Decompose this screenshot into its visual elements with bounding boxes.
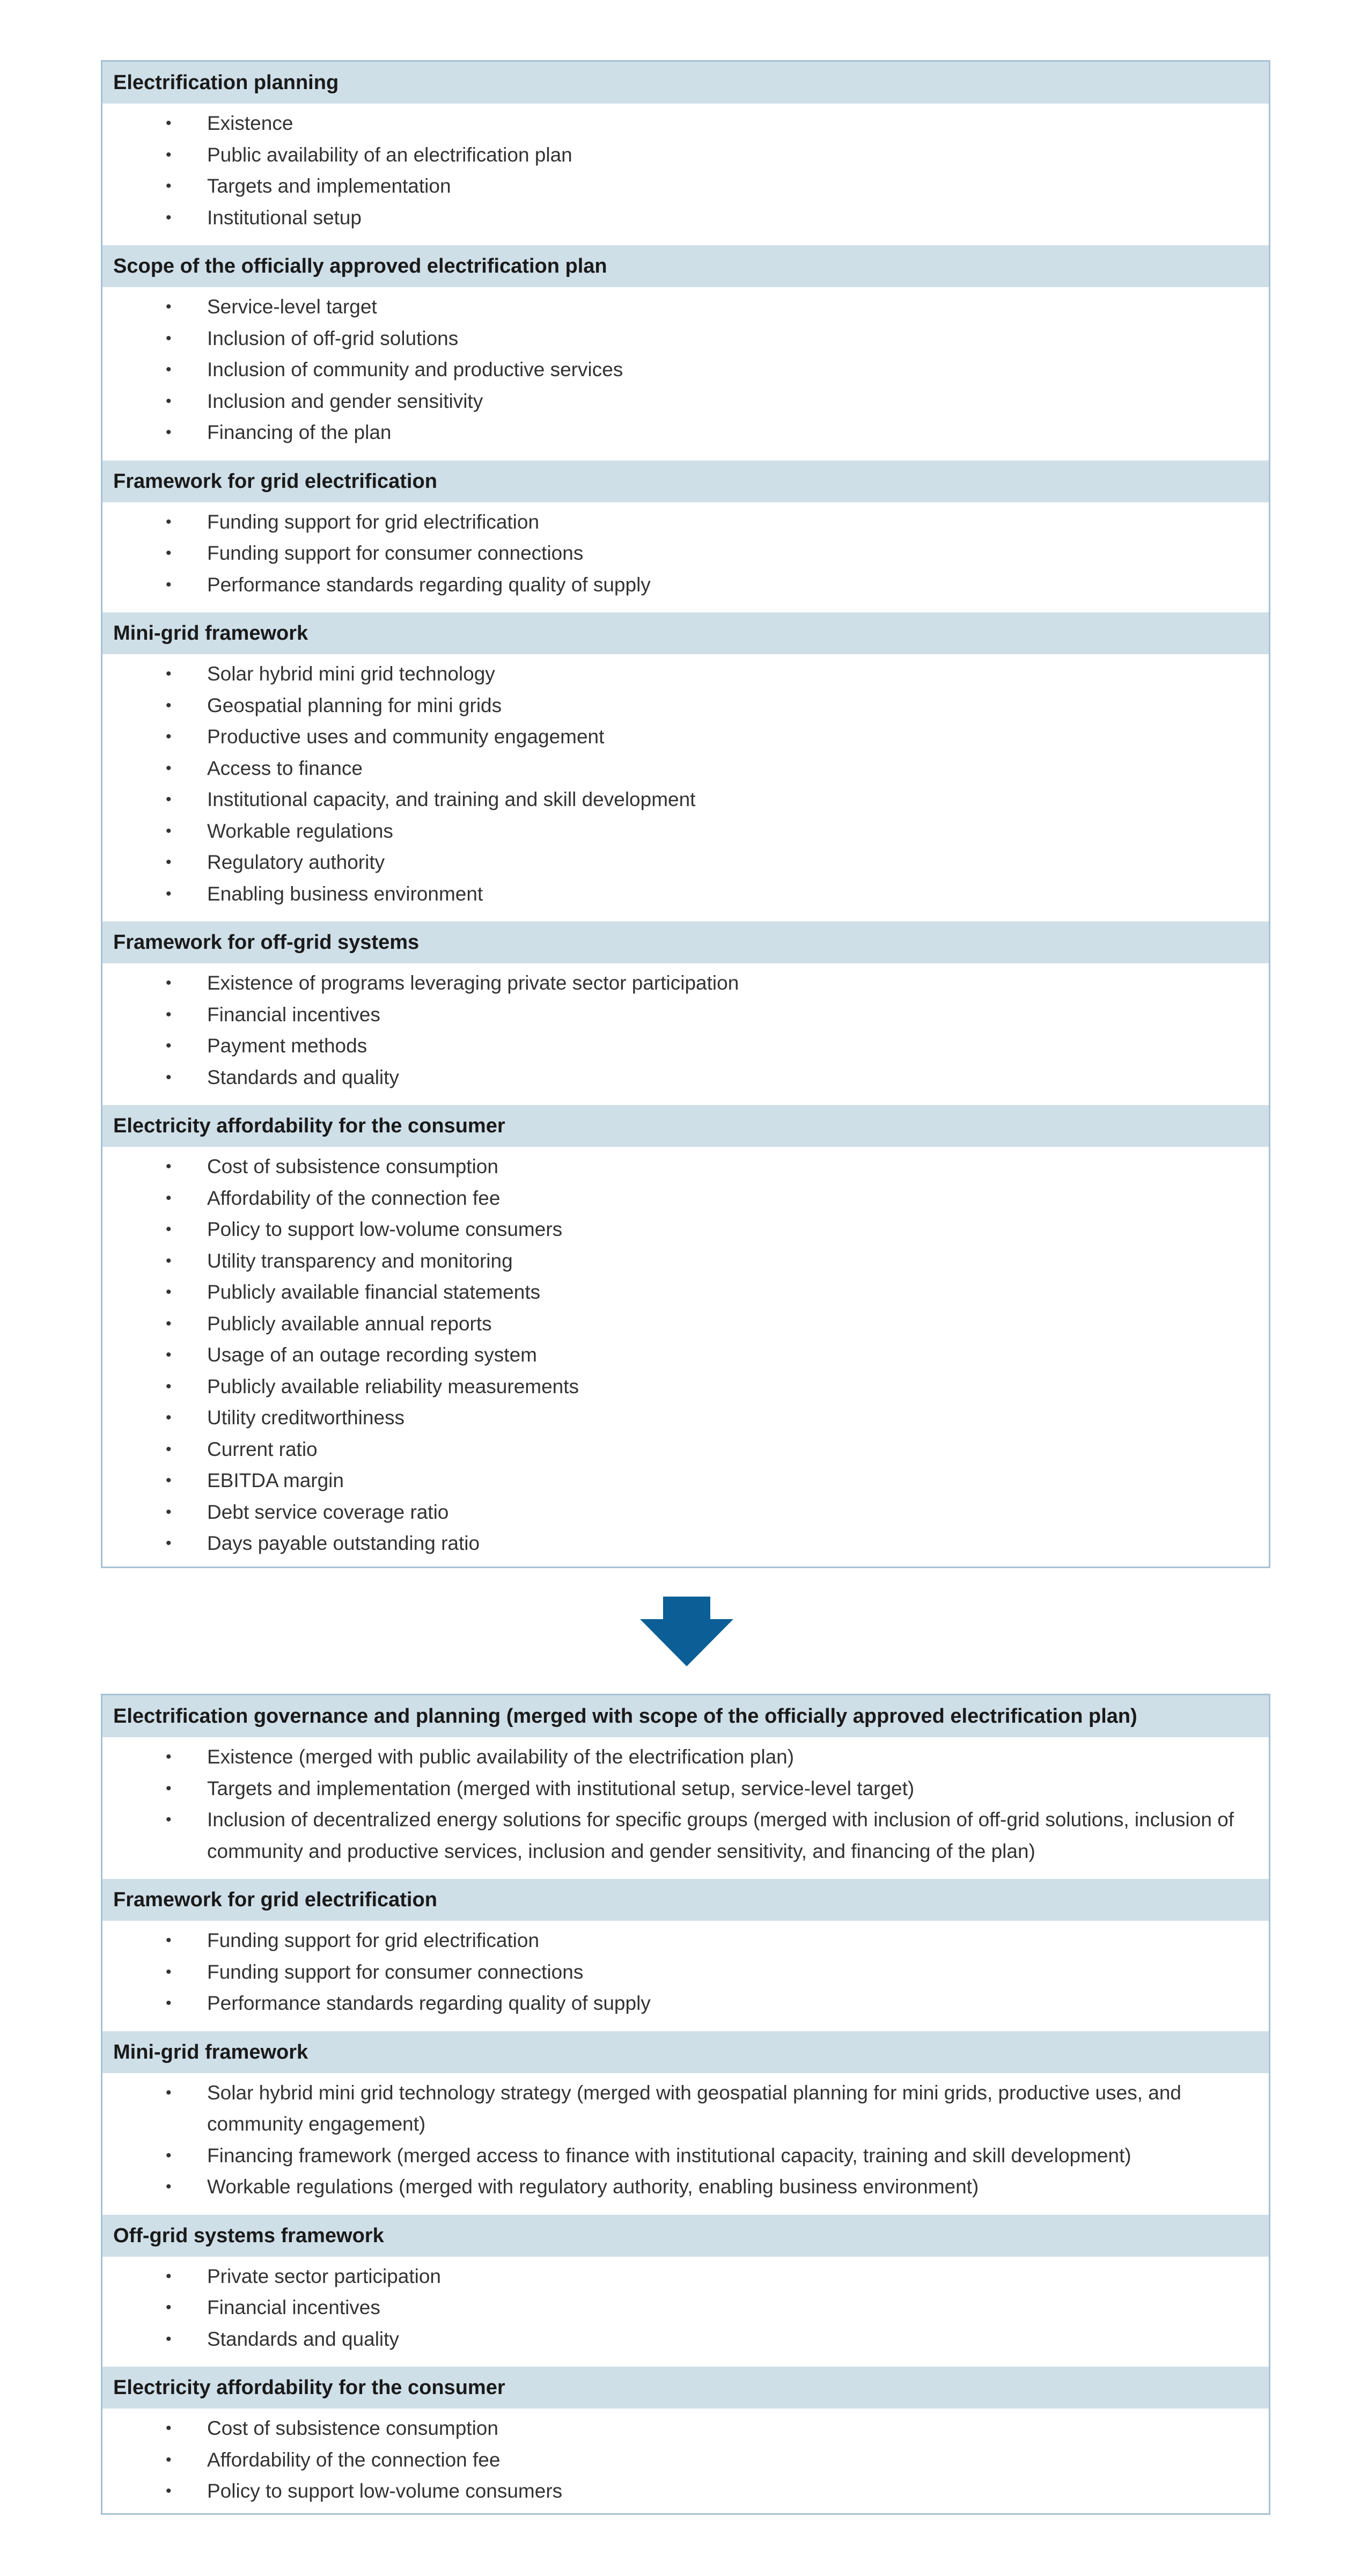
- section-header: Off-grid systems framework: [102, 2215, 1269, 2257]
- list-item: • Public availability of an electrification plan: [102, 140, 1247, 171]
- list-item: • Publicly available annual reports: [102, 1308, 1247, 1340]
- section-item-list: [102, 654, 1269, 921]
- list-item: • Funding support for consumer connections: [102, 1957, 1247, 1988]
- list-item: • Existence (merged with public availability of the electrification plan): [102, 1741, 1247, 1773]
- list-item: • Cost of subsistence consumption: [102, 2413, 1247, 2445]
- section-header: Mini-grid framework: [102, 612, 1269, 654]
- section-header: Scope of the officially approved electrification plan: [102, 245, 1269, 287]
- list-item: • Days payable outstanding ratio: [102, 1528, 1247, 1560]
- section-item-list: [102, 1921, 1269, 2031]
- after-indicators-panel: [101, 1694, 1270, 2515]
- list-item: • Policy to support low-volume consumers: [102, 1214, 1247, 1246]
- list-item: • Standards and quality: [102, 2324, 1247, 2355]
- list-item: • Payment methods: [102, 1030, 1247, 1062]
- section-item-list: [102, 502, 1269, 613]
- down-arrow-icon: [640, 1597, 733, 1666]
- section-item-list: [102, 2257, 1269, 2367]
- list-item: • Targets and implementation: [102, 171, 1247, 202]
- list-item: • Financial incentives: [102, 2292, 1247, 2324]
- section-item-list: [102, 1147, 1269, 1571]
- list-item: • Enabling business environment: [102, 879, 1247, 910]
- list-item: • Performance standards regarding quality of supply: [102, 569, 1247, 601]
- section-header: Framework for grid electrification: [102, 460, 1269, 502]
- list-item: • Affordability of the connection fee: [102, 1183, 1247, 1214]
- list-item: • Current ratio: [102, 1434, 1247, 1466]
- list-item: • Productive uses and community engagement: [102, 721, 1247, 753]
- list-item: • EBITDA margin: [102, 1465, 1247, 1497]
- list-item: • Inclusion of off-grid solutions: [102, 323, 1247, 355]
- before-indicators-panel: [101, 60, 1270, 1568]
- list-item: • Cost of subsistence consumption: [102, 1151, 1247, 1183]
- section-item-list: [102, 287, 1269, 460]
- section-item-list: [102, 2409, 1269, 2519]
- list-item: • Publicly available financial statements: [102, 1277, 1247, 1308]
- list-item: • Debt service coverage ratio: [102, 1497, 1247, 1528]
- section-item-list: [102, 104, 1269, 245]
- section-item-list: [102, 963, 1269, 1105]
- section-header: Framework for grid electrification: [102, 1879, 1269, 1921]
- list-item: • Funding support for grid electrification: [102, 1925, 1247, 1957]
- list-item: • Access to finance: [102, 753, 1247, 785]
- list-item: • Institutional capacity, and training and skill development: [102, 784, 1247, 816]
- section-header: Electrification planning: [102, 62, 1269, 104]
- list-item: • Usage of an outage recording system: [102, 1340, 1247, 1371]
- list-item: • Workable regulations: [102, 816, 1247, 847]
- list-item: • Inclusion and gender sensitivity: [102, 386, 1247, 418]
- section-header: Electricity affordability for the consumer: [102, 2367, 1269, 2409]
- list-item: • Financing of the plan: [102, 417, 1247, 449]
- list-item: • Standards and quality: [102, 1062, 1247, 1094]
- list-item: • Service-level target: [102, 291, 1247, 323]
- list-item: • Existence of programs leveraging private sector participation: [102, 968, 1247, 999]
- list-item: • Targets and implementation (merged with institutional setup, service-level target): [102, 1773, 1247, 1805]
- list-item: • Performance standards regarding quality of supply: [102, 1988, 1247, 2019]
- list-item: • Policy to support low-volume consumers: [102, 2476, 1247, 2507]
- list-item: • Funding support for grid electrification: [102, 507, 1247, 538]
- list-item: • Private sector participation: [102, 2261, 1247, 2293]
- section-item-list: [102, 2073, 1269, 2215]
- section-header: Electricity affordability for the consumer: [102, 1105, 1269, 1147]
- list-item: • Existence: [102, 108, 1247, 140]
- list-item: • Affordability of the connection fee: [102, 2445, 1247, 2476]
- list-item: • Geospatial planning for mini grids: [102, 690, 1247, 722]
- list-item: • Financial incentives: [102, 999, 1247, 1031]
- list-item: • Financing framework (merged access to finance with institutional capacity, training and skill development): [102, 2140, 1247, 2172]
- section-header: Electrification governance and planning (merged with scope of the officially approved electrification plan): [102, 1695, 1269, 1737]
- list-item: • Utility transparency and monitoring: [102, 1246, 1247, 1277]
- list-item: • Solar hybrid mini grid technology strategy (merged with geospatial planning for mini grids, productive uses, and community engagement): [102, 2077, 1247, 2140]
- list-item: • Publicly available reliability measurements: [102, 1371, 1247, 1403]
- list-item: • Solar hybrid mini grid technology: [102, 658, 1247, 690]
- list-item: • Utility creditworthiness: [102, 1402, 1247, 1434]
- section-header: Framework for off-grid systems: [102, 921, 1269, 963]
- section-header: Mini-grid framework: [102, 2031, 1269, 2073]
- list-item: • Workable regulations (merged with regulatory authority, enabling business environment): [102, 2171, 1247, 2203]
- list-item: • Inclusion of decentralized energy solutions for specific groups (merged with inclusion of off-grid solutions, inclusion of community and productive services, inclusion and gender sensitivity, and financing of the plan): [102, 1804, 1247, 1867]
- list-item: • Funding support for consumer connections: [102, 538, 1247, 569]
- list-item: • Institutional setup: [102, 202, 1247, 234]
- section-item-list: [102, 1737, 1269, 1879]
- list-item: • Inclusion of community and productive services: [102, 354, 1247, 386]
- list-item: • Regulatory authority: [102, 847, 1247, 879]
